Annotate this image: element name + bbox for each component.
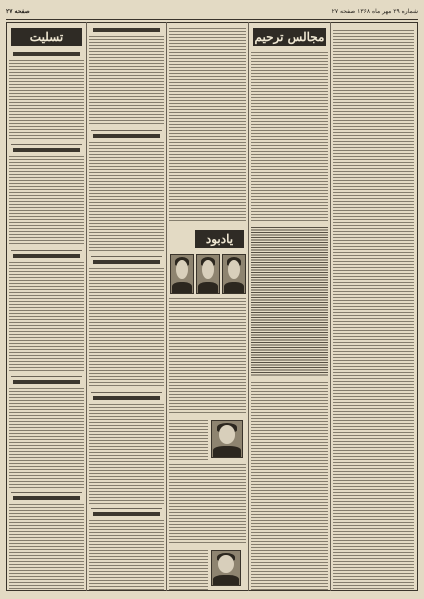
notice-text-block <box>333 30 414 591</box>
notice-heading <box>93 260 160 264</box>
notice-text-block <box>89 268 164 388</box>
page-header <box>6 8 418 18</box>
notice-text-block <box>251 382 328 591</box>
notice-divider <box>91 256 162 257</box>
notice-heading <box>93 396 160 400</box>
notice-text-block <box>9 262 84 372</box>
notice-text-block <box>89 520 164 591</box>
notice-heading <box>13 380 80 384</box>
notice-text-block <box>89 404 164 504</box>
issue-line: شماره ۲۹ مهر ماه ۱۳۶۸ صفحه ۲۷ <box>331 8 418 15</box>
notice-heading <box>93 512 160 516</box>
notice-text-block <box>89 142 164 252</box>
notice-text-block <box>169 464 246 544</box>
notice-text-block <box>9 504 84 591</box>
notice-text-block <box>9 388 84 488</box>
notice-heading <box>93 134 160 138</box>
notice-text-block <box>169 298 246 413</box>
notice-heading <box>13 52 80 56</box>
notice-text-block <box>89 36 164 126</box>
notice-divider <box>11 250 82 251</box>
notice-text-block <box>251 52 328 222</box>
memorial-photo <box>222 254 246 294</box>
notice-divider <box>91 508 162 509</box>
notice-heading <box>93 28 160 32</box>
column-condolences <box>7 22 86 591</box>
memorial-photo <box>211 550 241 586</box>
memorial-photo <box>196 254 220 294</box>
column-mourning <box>249 22 330 591</box>
column-condolence-notices <box>87 22 166 591</box>
page-number: صفحه ۲۷ <box>6 8 30 15</box>
notice-divider <box>11 492 82 493</box>
condolences-banner: تسلیت <box>11 28 82 46</box>
notice-heading <box>13 254 80 258</box>
notice-heading <box>13 496 80 500</box>
notice-text-block <box>169 550 208 590</box>
header-rule <box>6 19 418 20</box>
notice-heading <box>13 148 80 152</box>
notice-divider <box>11 376 82 377</box>
mourning-banner: مجالس ترحیم <box>254 30 325 44</box>
notice-divider <box>91 130 162 131</box>
notice-text-block <box>169 420 208 460</box>
column-mourning-notices <box>331 22 416 591</box>
memorial-photo <box>211 420 243 458</box>
notice-text-block <box>9 60 84 140</box>
notice-divider <box>11 144 82 145</box>
memorial-photo <box>170 254 194 294</box>
memorial-banner: یادبود <box>195 230 244 248</box>
notice-divider <box>91 392 162 393</box>
notice-text-block <box>9 156 84 246</box>
column-memorial <box>167 22 248 591</box>
notice-text-block <box>169 28 246 223</box>
notice-text-block <box>251 227 328 377</box>
